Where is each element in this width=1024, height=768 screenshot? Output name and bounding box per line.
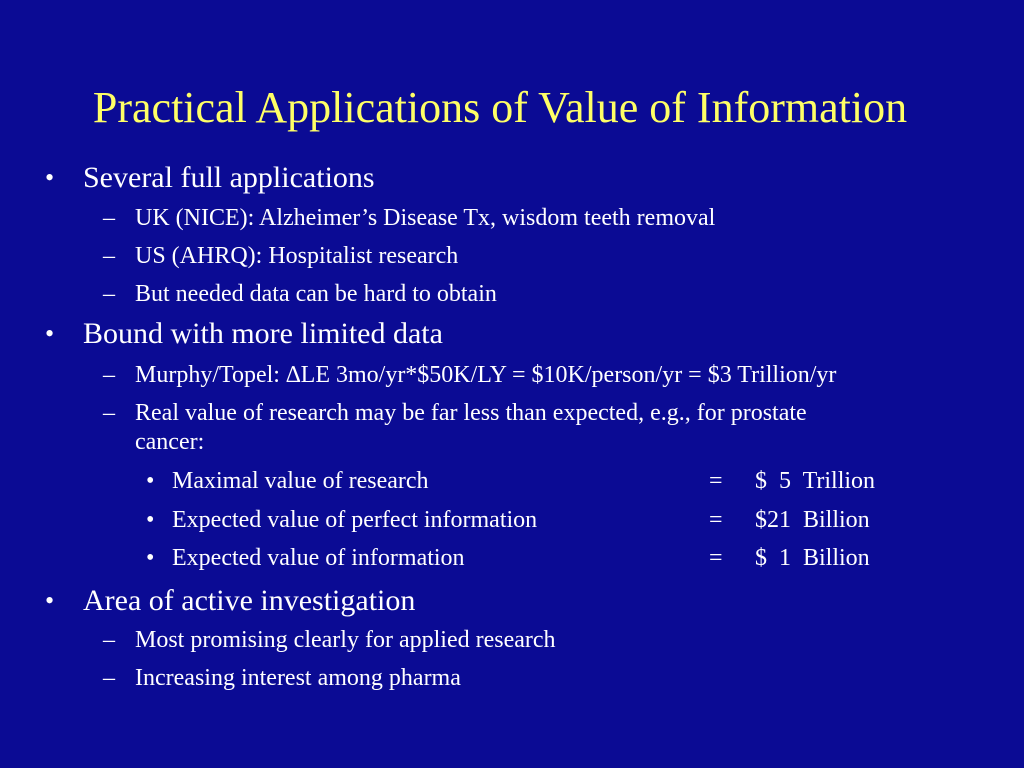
sub-bullet-uk-nice: [103, 204, 716, 232]
dash-marker: –: [103, 362, 115, 388]
bullet-marker: •: [146, 507, 155, 533]
dash-marker: –: [103, 627, 115, 653]
sub-bullet-text: Most promising clearly for applied research: [135, 627, 556, 653]
bullet-text: Several full applications: [83, 161, 375, 194]
sub-bullet-text: US (AHRQ): Hospitalist research: [135, 243, 459, 269]
subsub-bullet-evi: [146, 544, 932, 572]
bullet-marker: •: [45, 319, 55, 348]
sub-bullet-murphy-topel: [103, 361, 837, 389]
dash-marker: –: [103, 243, 115, 269]
equals-sign: =: [709, 545, 723, 571]
sub-bullet-applied-research: [103, 626, 556, 654]
sub-bullet-text: Murphy/Topel: ∆LE 3mo/yr*$50K/LY = $10K/person/yr = $3 Trillion/yr: [135, 362, 837, 388]
dash-marker: –: [103, 665, 115, 691]
equals-sign: =: [709, 507, 723, 533]
dash-marker: –: [103, 281, 115, 307]
subsub-label: Expected value of perfect information: [172, 507, 538, 533]
bullet-marker: •: [146, 545, 155, 571]
subsub-label: Expected value of information: [172, 545, 465, 571]
sub-bullet-text: UK (NICE): Alzheimer’s Disease Tx, wisdom teeth removal: [135, 205, 716, 231]
subsub-value: $ 1 Billion: [755, 545, 870, 571]
sub-bullet-pharma-interest: [103, 664, 461, 692]
bullet-several-full-applications: [45, 161, 375, 195]
sub-bullet-data-hard: [103, 280, 497, 308]
subsub-value: $21 Billion: [755, 507, 870, 533]
bullet-active-investigation: [45, 584, 416, 618]
sub-bullet-real-value: [103, 399, 807, 427]
subsub-bullet-maximal-value: [146, 467, 932, 495]
bullet-marker: •: [45, 163, 55, 192]
bullet-marker: •: [146, 468, 155, 494]
subsub-label: Maximal value of research: [172, 468, 429, 494]
bullet-text: Area of active investigation: [83, 584, 416, 617]
sub-bullet-real-value-continued: [135, 428, 204, 456]
sub-bullet-text: Increasing interest among pharma: [135, 665, 461, 691]
sub-bullet-text: But needed data can be hard to obtain: [135, 281, 497, 307]
bullet-bound-limited-data: [45, 317, 443, 351]
subsub-bullet-evpi: [146, 506, 932, 534]
sub-bullet-us-ahrq: [103, 242, 459, 270]
sub-bullet-text: Real value of research may be far less than expected, e.g., for prostate: [135, 400, 807, 426]
subsub-value: $ 5 Trillion: [755, 468, 876, 494]
dash-marker: –: [103, 205, 115, 231]
bullet-text: Bound with more limited data: [83, 317, 443, 350]
slide-title: Practical Applications of Value of Information: [92, 83, 908, 132]
sub-bullet-text: cancer:: [135, 429, 205, 455]
dash-marker: –: [103, 400, 115, 426]
equals-sign: =: [709, 468, 723, 494]
bullet-marker: •: [45, 586, 55, 615]
